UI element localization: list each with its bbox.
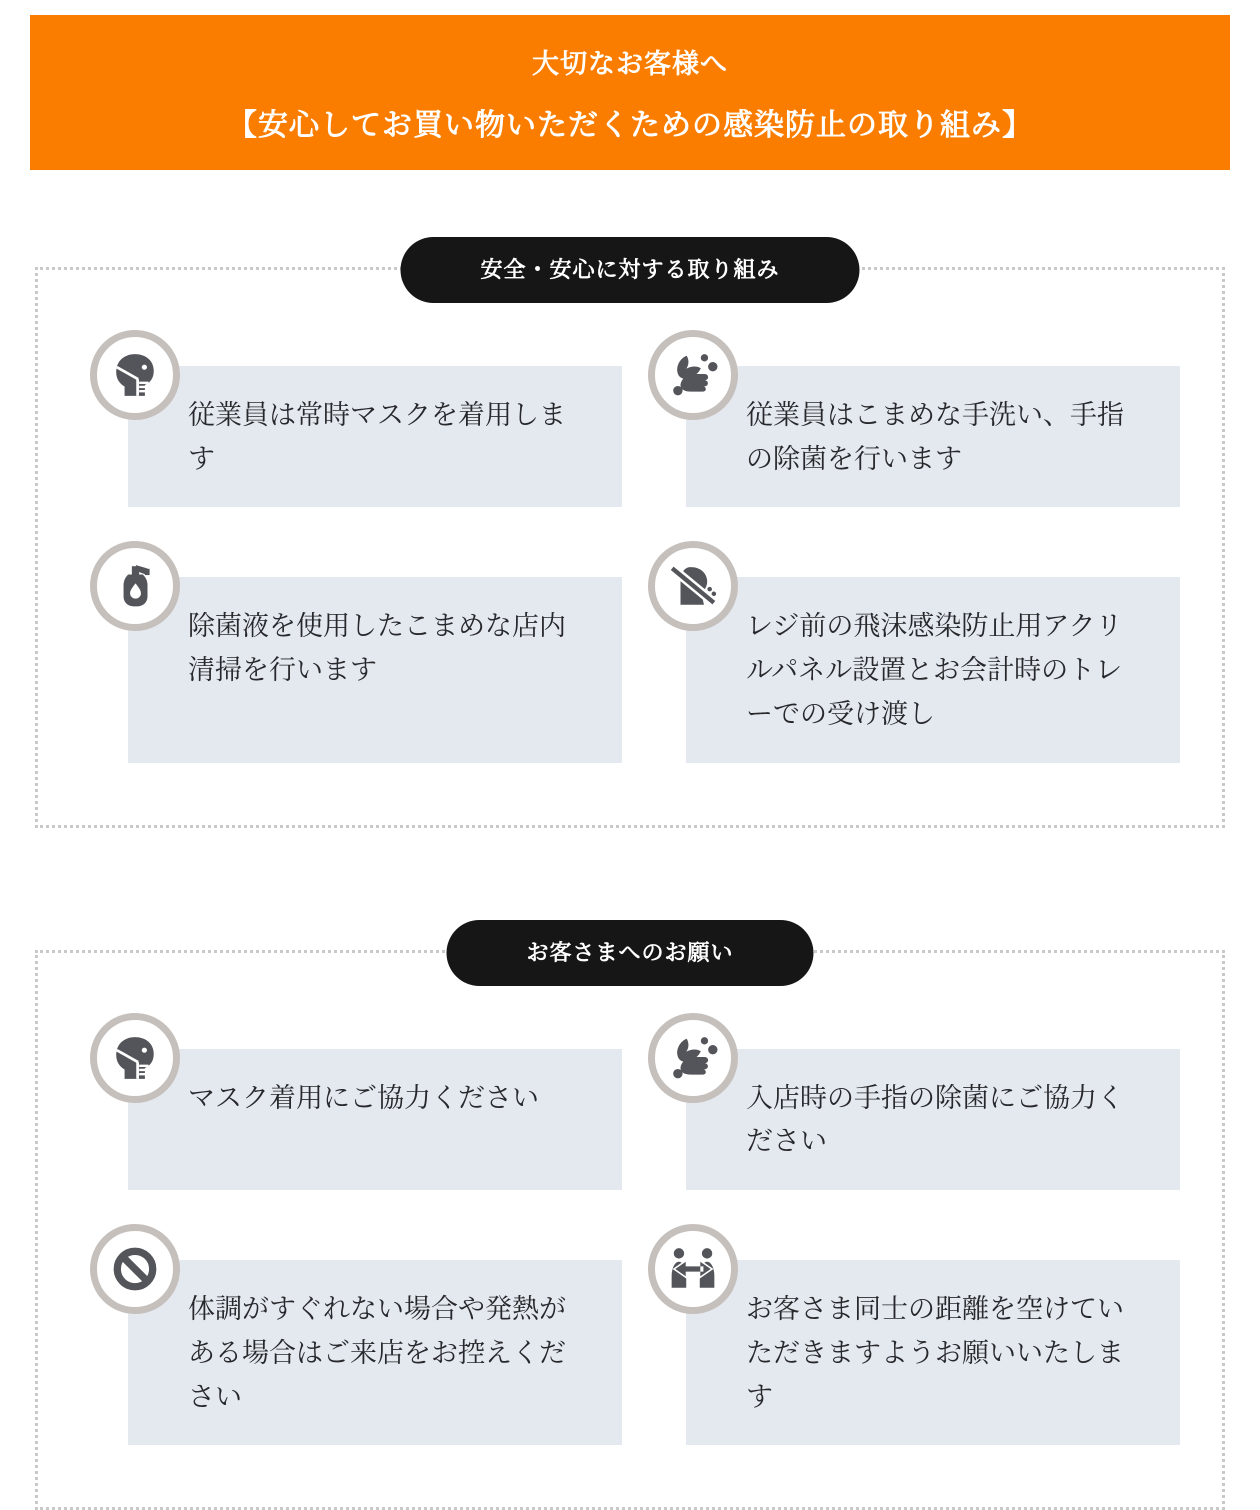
measure-item-mask: [128, 366, 622, 507]
hand-washing-icon: [668, 1033, 718, 1083]
request-item-mask: [128, 1049, 622, 1190]
section-title-pill: 安全・安心に対する取り組み: [400, 237, 859, 303]
section-customer-requests: [35, 939, 1225, 1510]
social-distance-icon: [668, 1244, 718, 1294]
icon-circle: [90, 1224, 180, 1314]
banner-title: 大切なお客様へ: [532, 48, 728, 79]
prohibition-icon: [110, 1244, 160, 1294]
mask-face-icon: [110, 1033, 160, 1083]
icon-circle: [648, 1224, 738, 1314]
measure-text: 従業員は常時マスクを着用します: [188, 400, 566, 474]
section-safety-measures: [35, 257, 1225, 828]
request-text: 体調がすぐれない場合や発熱がある場合はご来店をお控えください: [188, 1294, 566, 1412]
sanitizer-bottle-icon: [110, 561, 160, 611]
measure-item-acrylic-panel: [686, 577, 1180, 762]
measure-text: レジ前の飛沫感染防止用アクリルパネル設置とお会計時のトレーでの受け渡し: [746, 611, 1123, 729]
measure-item-handwash: [686, 366, 1180, 507]
hand-washing-icon: [668, 350, 718, 400]
no-droplet-icon: [668, 561, 718, 611]
measure-item-cleaning: [128, 577, 622, 762]
icon-circle: [90, 541, 180, 631]
items-grid: [128, 366, 1180, 763]
icon-circle: [648, 330, 738, 420]
request-item-sanitize: [686, 1049, 1180, 1190]
request-item-stay-home: [128, 1260, 622, 1445]
notice-banner: [30, 15, 1230, 170]
mask-face-icon: [110, 350, 160, 400]
icon-circle: [90, 330, 180, 420]
items-grid: [128, 1049, 1180, 1446]
measure-text: 従業員はこまめな手洗い、手指の除菌を行います: [746, 400, 1124, 474]
request-text: お客さま同士の距離を空けていただきますようお願いいたします: [746, 1294, 1124, 1412]
measure-text: 除菌液を使用したこまめな店内清掃を行います: [188, 611, 566, 686]
section-title-pill: お客さまへのお願い: [446, 920, 813, 986]
request-text: マスク着用にご協力ください: [188, 1082, 539, 1113]
banner-subtitle: 【安心してお買い物いただくための感染防止の取り組み】: [227, 108, 1033, 142]
request-item-distance: [686, 1260, 1180, 1445]
icon-circle: [648, 541, 738, 631]
icon-circle: [90, 1013, 180, 1103]
icon-circle: [648, 1013, 738, 1103]
request-text: 入店時の手指の除菌にご協力ください: [746, 1082, 1124, 1157]
